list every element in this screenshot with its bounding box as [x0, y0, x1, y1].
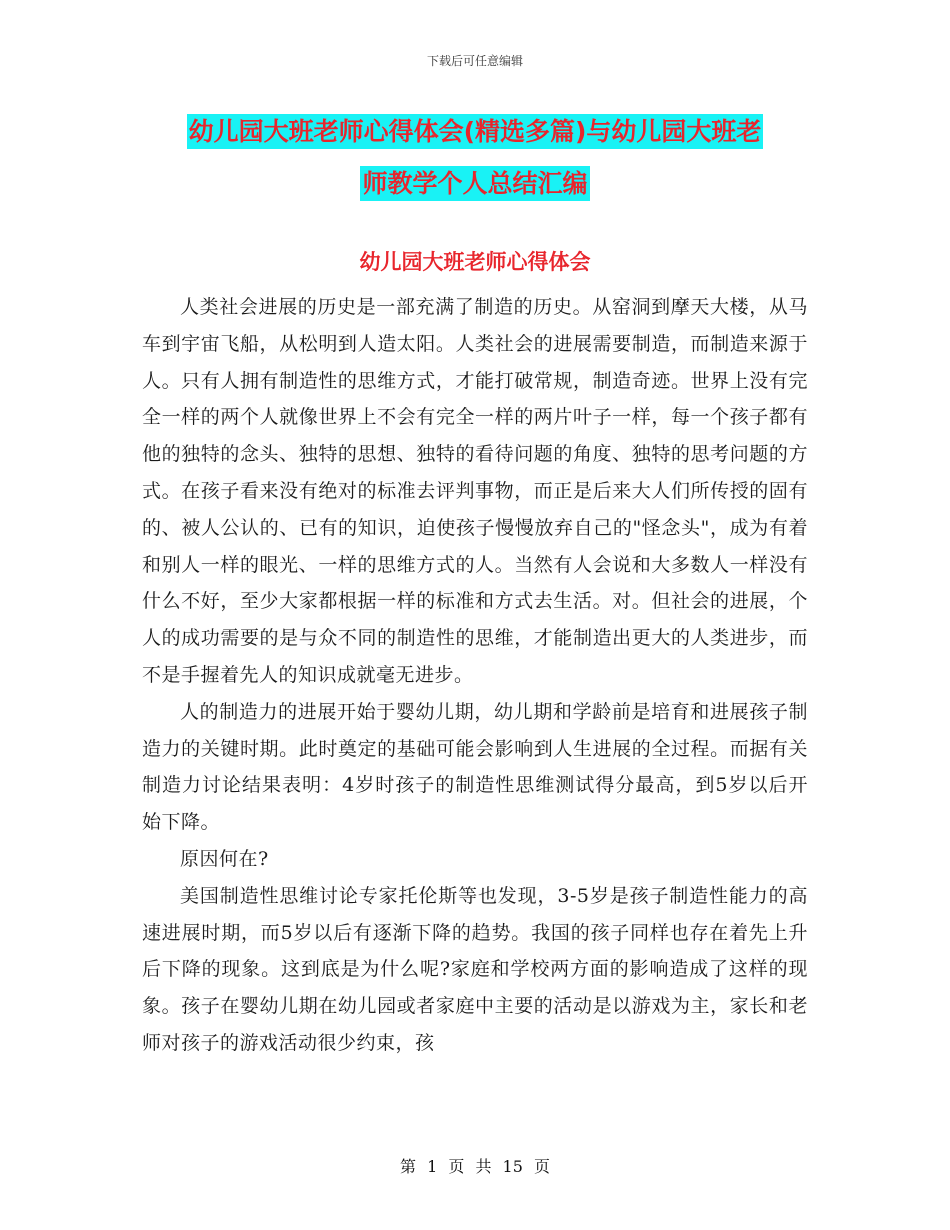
paragraph: 美国制造性思维讨论专家托伦斯等也发现，3-5岁是孩子制造性能力的高速进展时期，而5岁以后有逐渐下降的趋势。我国的孩子同样也存在着先上升后下降的现象。这到底是为什么呢?家庭和学校两方面的影响造成了这样的现象。孩子在婴幼儿期在幼儿园或者家庭中主要的活动是以游戏为主，家长和老师对孩子的游戏活动很少约束，孩 [142, 884, 808, 1054]
page-footer: 第 1 页 共 15 页 [400, 1157, 550, 1176]
header-note: 下载后可任意编辑 [426, 54, 523, 68]
document-title-line-2: 师教学个人总结汇编 [360, 166, 589, 201]
body-text [142, 289, 808, 1062]
section-title: 幼儿园大班老师心得体会 [359, 250, 591, 274]
paragraph: 原因何在? [180, 847, 269, 870]
paragraph: 人类社会进展的历史是一部充满了制造的历史。从窑洞到摩天大楼，从马车到宇宙飞船，从松明到人造太阳。人类社会的进展需要制造，而制造来源于人。只有人拥有制造性的思维方式，才能打破常规，制造奇迹。世界上没有完全一样的两个人就像世界上不会有完全一样的两片叶子一样，每一个孩子都有他的独特的念头、独特的思想、独特的看待问题的角度、独特的思考问题的方式。在孩子看来没有绝对的标准去评判事物，而正是后来大人们所传授的固有的、被人公认的、已有的知识，迫使孩子慢慢放弃自己的"怪念头"，成为有着和别人一样的眼光、一样的思维方式的人。当然有人会说和大多数人一样没有什么不好，至少大家都根据一样的标准和方式去生活。对。但社会的进展，个人的成功需要的是与众不同的制造性的思维，才能制造出更大的人类进步，而不是手握着先人的知识成就毫无进步。 [142, 296, 808, 686]
document-title [140, 106, 810, 210]
paragraph: 人的制造力的进展开始于婴幼儿期，幼儿期和学龄前是培育和进展孩子制造力的关键时期。此时奠定的基础可能会影响到人生进展的全过程。而据有关制造力讨论结果表明：4岁时孩子的制造性思维测试得分最高，到5岁以后开始下降。 [142, 700, 808, 834]
document-title-line-1: 幼儿园大班老师心得体会(精选多篇)与幼儿园大班老 [187, 114, 764, 149]
